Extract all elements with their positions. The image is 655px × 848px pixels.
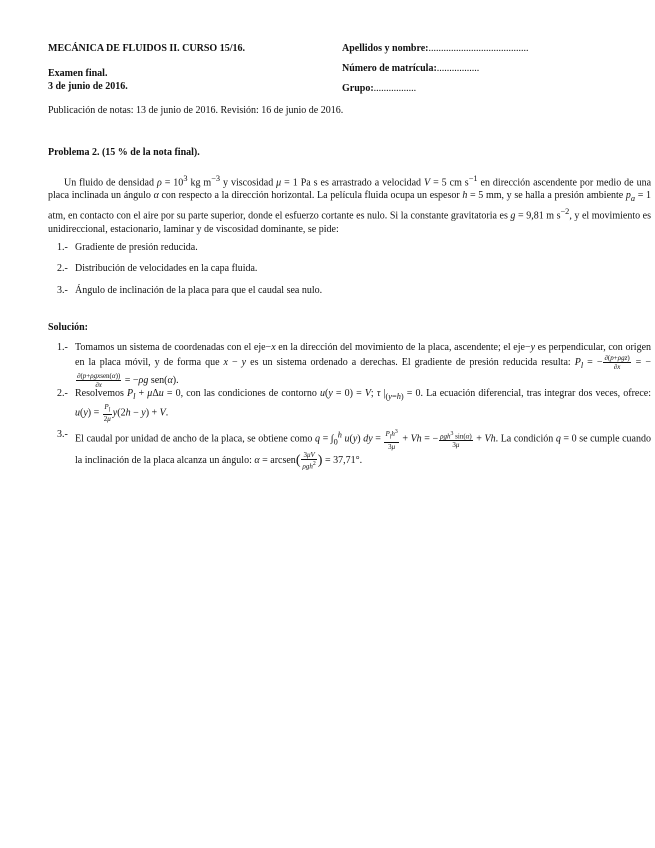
exam-date: 3 de junio de 2016. (48, 81, 128, 92)
name-field[interactable] (342, 42, 632, 55)
question-text: Distribución de velocidades en la capa fluida. (75, 263, 258, 274)
course-title: MECÁNICA DE FLUIDOS II. CURSO 15/16. (48, 43, 245, 54)
group-field[interactable] (342, 82, 632, 95)
solution-number: 2.- (57, 388, 68, 399)
group-dots: ................. (373, 83, 417, 94)
id-field[interactable] (342, 62, 632, 75)
exam-title: Examen final. (48, 68, 108, 79)
solution-title: Solución: (48, 322, 89, 333)
name-label: Apellidos y nombre: (342, 43, 429, 54)
solution-text: Tomamos un sistema de coordenadas con el eje−x en la dirección del movimiento de la placa, ascendente; el eje−y es perpendicular, con origen en la placa móvil, y de forma que x − y es un sistema ordenado a derechas. El gradiente de presión reducida resulta: $P_l$ = − $\frac{\text{∂(p+ρgz)}}{\partial x}$ = − $\frac{\text{∂(p+ρgxsen(α))}}{\partial x}$ = −ρg sen(α). (75, 342, 652, 389)
question-number: 3.- (57, 285, 68, 296)
name-dots: ........................................ (428, 43, 529, 54)
solution-text: El caudal por unidad de ancho de la placa, se obtiene como $q = \int_0^h$ u(y) dy = $\frac{P_lh^3}{3\mu}$ + Vh = − $\frac{\rho gh^3 \sin(\alpha)}{3\mu}$ + Vh. La condición q = 0 se cumple cuando la inclinación de la placa alcanza un ángulo: α = arcsen( $\frac{3\mu V}{\rho gh^2}$ ) = 37,71°. (75, 429, 651, 471)
problem-statement: Un fluido de densidad $\rho = 10^3$ kg $m^{-3}$ y viscosidad μ = 1 Pa s es arrastrado a velocidad V = 5 cm $s^{-1}$ en dirección ascendente por medio de una placa inclinada un ángulo α con respecto a la dirección horizontal. La película fluida ocupa un espesor h = 5 mm, y se halla a presión ambiente $p_a = 1$ atm, en contacto con el aire por su parte superior, donde el esfuerzo cortante es nulo. Si la constante gravitatoria es g = 9,81 m $s^{-2}$, y el movimiento es unidireccional, estacionario, laminar y de viscosidad dominante, se pide: (48, 174, 652, 235)
question-text: Gradiente de presión reducida. (75, 242, 198, 253)
question-text: Ángulo de inclinación de la placa para que el caudal sea nulo. (75, 285, 323, 296)
course-header (48, 42, 318, 93)
id-dots: ................. (436, 63, 480, 74)
id-label: Número de matrícula: (342, 63, 437, 74)
group-label: Grupo: (342, 83, 374, 94)
question-number: 2.- (57, 263, 68, 274)
student-fields (342, 42, 632, 102)
problem-title: Problema 2. (15 % de la nota final). (48, 147, 200, 158)
solution-text: Resolvemos $P_l + \mu\Delta u = 0$, con las condiciones de contorno u(y = 0) = V; τ $|_{(y=h)} = 0$. La ecuación diferencial, tras integrar dos veces, ofrece: u(y) = $\frac{P_l}{2\mu}$ y(2h − y) + V. (75, 388, 652, 424)
solution-number: 3.- (57, 429, 68, 440)
question-number: 1.- (57, 242, 68, 253)
publication-note: Publicación de notas: 13 de junio de 2016. Revisión: 16 de junio de 2016. (48, 105, 344, 116)
solution-number: 1.- (57, 342, 68, 353)
